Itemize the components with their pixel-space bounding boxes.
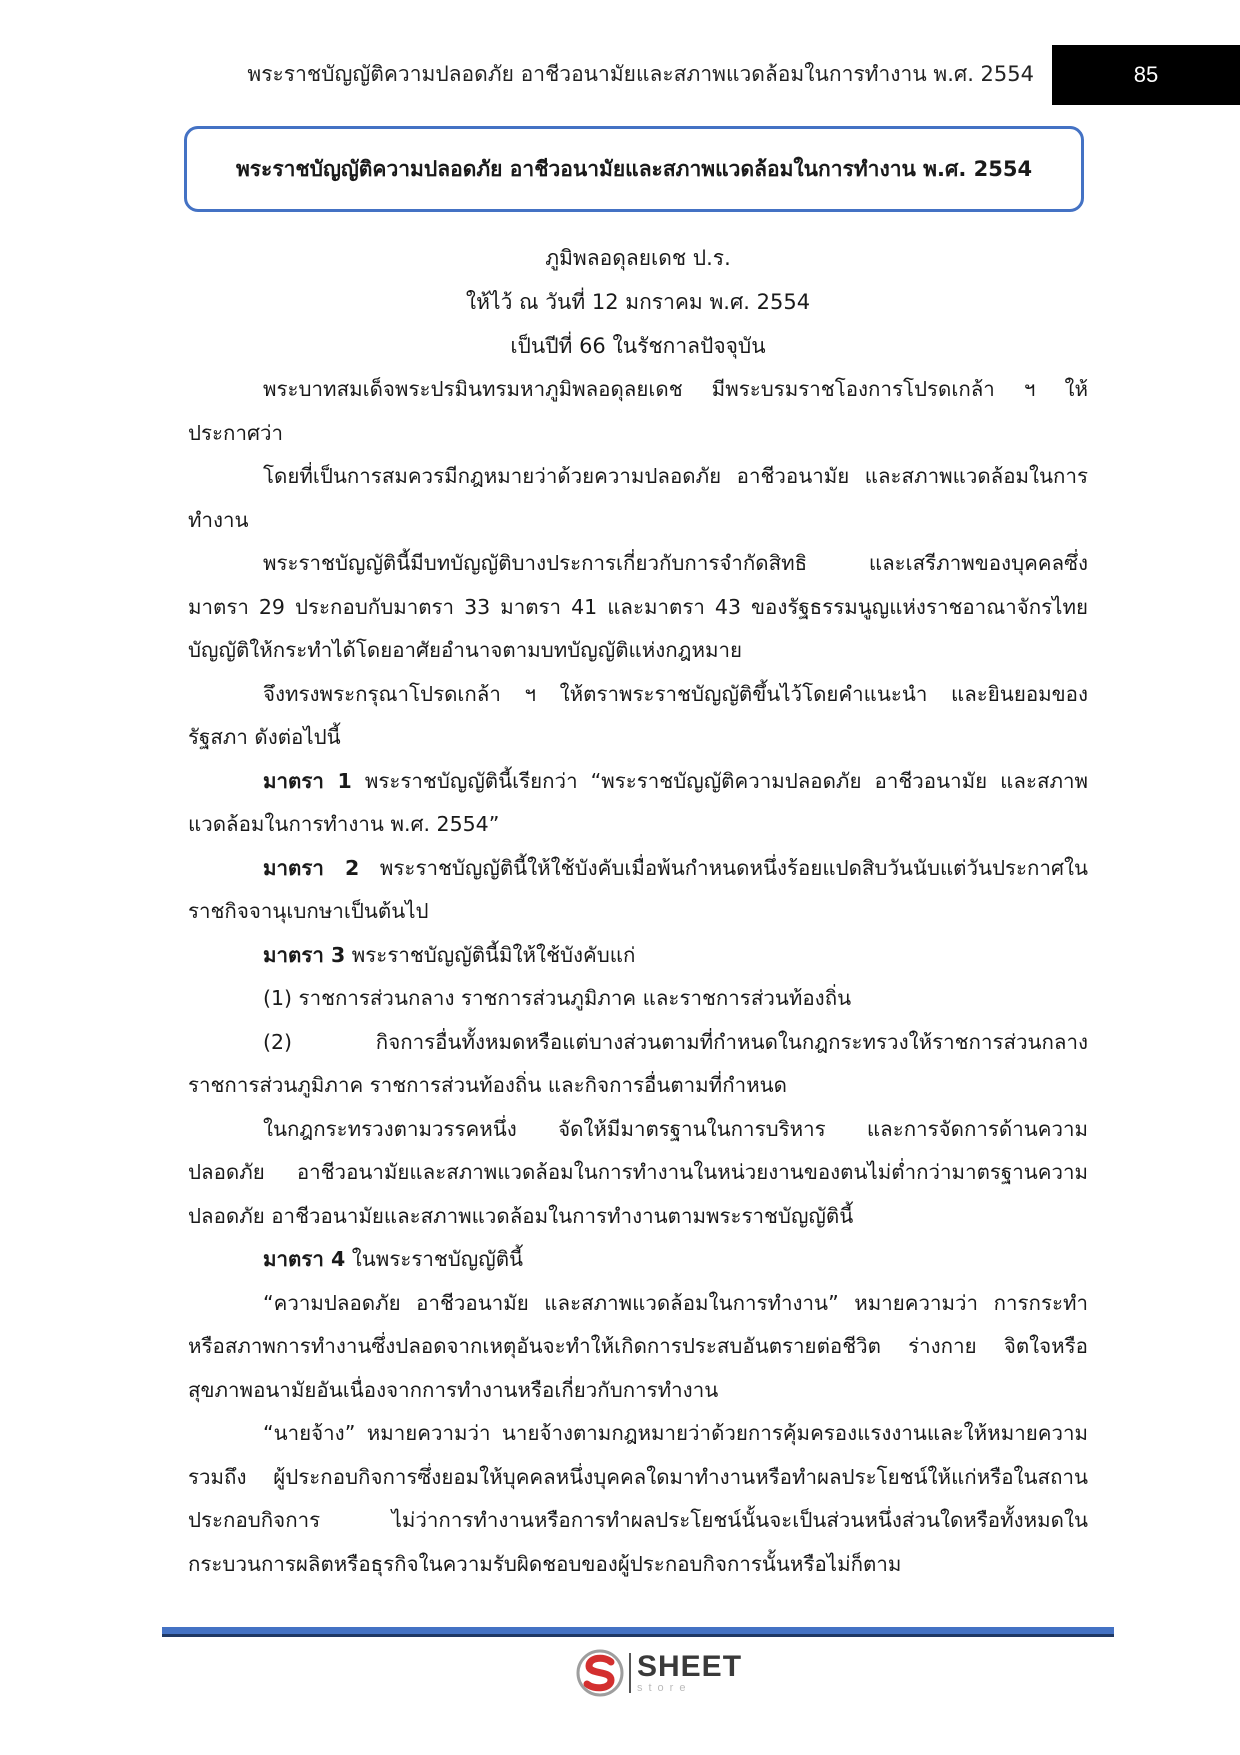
section-4 bbox=[188, 1238, 1088, 1282]
logo-divider bbox=[629, 1653, 631, 1693]
section-text: พระราชบัญญัตินี้ให้ใช้บังคับเมื่อพ้นกำหนดหนึ่งร้อยแปดสิบวันนับแต่วันประกาศในราชกิจจานุเบกษาเป็นต้นไป bbox=[188, 855, 1088, 923]
section-label: มาตรา 4 bbox=[263, 1247, 346, 1271]
section-label: มาตรา 1 bbox=[263, 768, 352, 793]
title-box: พระราชบัญญัติความปลอดภัย อาชีวอนามัยและสภาพแวดล้อมในการทำงาน พ.ศ. 2554 bbox=[184, 126, 1084, 212]
section-text: ในพระราชบัญญัตินี้ bbox=[345, 1247, 524, 1271]
preamble bbox=[188, 236, 1088, 368]
paragraph: พระบาทสมเด็จพระปรมินทรมหาภูมิพลอดุลยเดช มีพระบรมราชโองการโปรดเกล้า ฯ ให้ประกาศว่า bbox=[188, 377, 1088, 445]
page-number: 85 bbox=[1052, 45, 1240, 105]
list-item: (2) กิจการอื่นทั้งหมดหรือแต่บางส่วนตามที่กำหนดในกฎกระทรวงให้ราชการส่วนกลาง ราชการส่วนภูมิภาค ราชการส่วนท้องถิ่น และกิจการอื่นตามที่กำหนด bbox=[188, 1029, 1088, 1097]
document-body bbox=[188, 368, 1088, 1586]
sheet-store-logo bbox=[575, 1645, 742, 1701]
section-label: มาตรา 3 bbox=[263, 942, 346, 967]
running-header: พระราชบัญญัติความปลอดภัย อาชีวอนามัยและสภาพแวดล้อมในการทำงาน พ.ศ. 2554 bbox=[247, 62, 1034, 86]
paragraph: โดยที่เป็นการสมควรมีกฎหมายว่าด้วยความปลอดภัย อาชีวอนามัย และสภาพแวดล้อมในการทำงาน bbox=[188, 464, 1088, 532]
list-item: (1) ราชการส่วนกลาง ราชการส่วนภูมิภาค และราชการส่วนท้องถิ่น bbox=[263, 986, 852, 1010]
paragraph: จึงทรงพระกรุณาโปรดเกล้า ฯ ให้ตราพระราชบัญญัติขึ้นไว้โดยคำแนะนำ และยินยอมของรัฐสภา ดังต่อไปนี้ bbox=[188, 681, 1088, 749]
section-text: พระราชบัญญัตินี้มิให้ใช้บังคับแก่ bbox=[345, 942, 636, 967]
logo-text bbox=[637, 1652, 742, 1694]
paragraph: พระราชบัญญัตินี้มีบทบัญญัติบางประการเกี่ยวกับการจำกัดสิทธิ และเสรีภาพของบุคคลซึ่งมาตรา 29 ประกอบกับมาตรา 33 มาตรา 41 และมาตรา 43 ของรัฐธรรมนูญแห่งราชอาณาจักรไทย บัญญัติให้กระทำได้โดยอาศัยอำนาจตามบทบัญญัติแห่งกฎหมาย bbox=[188, 551, 1088, 662]
preamble-line: ให้ไว้ ณ วันที่ 12 มกราคม พ.ศ. 2554 bbox=[465, 290, 811, 314]
section-2 bbox=[188, 847, 1088, 934]
logo-word: SHEET bbox=[637, 1650, 743, 1683]
footer-divider bbox=[162, 1627, 1114, 1634]
section-1 bbox=[188, 760, 1088, 847]
definition: “ความปลอดภัย อาชีวอนามัย และสภาพแวดล้อมในการทำงาน” หมายความว่า การกระทำหรือสภาพการทำงานซึ่งปลอดจากเหตุอันจะทำให้เกิดการประสบอันตรายต่อชีวิต ร่างกาย จิตใจหรือสุขภาพอนามัยอันเนื่องจากการทำงานหรือเกี่ยวกับการทำงาน bbox=[188, 1290, 1088, 1402]
s-logo-icon bbox=[575, 1648, 625, 1698]
section-label: มาตรา 2 bbox=[263, 855, 360, 880]
section-3 bbox=[188, 934, 1088, 978]
section-text: พระราชบัญญัตินี้เรียกว่า “พระราชบัญญัติความปลอดภัย อาชีวอนามัย และสภาพแวดล้อมในการทำงาน พ.ศ. 2554” bbox=[188, 768, 1089, 836]
logo-sub: store bbox=[637, 1682, 692, 1694]
definition: “นายจ้าง” หมายความว่า นายจ้างตามกฎหมายว่าด้วยการคุ้มครองแรงงานและให้หมายความรวมถึง ผู้ประกอบกิจการซึ่งยอมให้บุคคลหนึ่งบุคคลใดมาทำงานหรือทำผลประโยชน์ให้แก่หรือในสถานประกอบกิจการ ไม่ว่าการทำงานหรือการทำผลประโยชน์นั้นจะเป็นส่วนหนึ่งส่วนใดหรือทั้งหมดในกระบวนการผลิตหรือธุรกิจในความรับผิดชอบของผู้ประกอบกิจการนั้นหรือไม่ก็ตาม bbox=[188, 1421, 1088, 1576]
paragraph: ในกฎกระทรวงตามวรรคหนึ่ง จัดให้มีมาตรฐานในการบริหาร และการจัดการด้านความปลอดภัย อาชีวอนามัยและสภาพแวดล้อมในการทำงานในหน่วยงานของตนไม่ต่ำกว่ามาตรฐานความปลอดภัย อาชีวอนามัยและสภาพแวดล้อมในการทำงานตามพระราชบัญญัตินี้ bbox=[188, 1116, 1088, 1228]
preamble-line: เป็นปีที่ 66 ในรัชกาลปัจจุบัน bbox=[510, 334, 766, 358]
preamble-line: ภูมิพลอดุลยเดช ป.ร. bbox=[545, 246, 731, 270]
